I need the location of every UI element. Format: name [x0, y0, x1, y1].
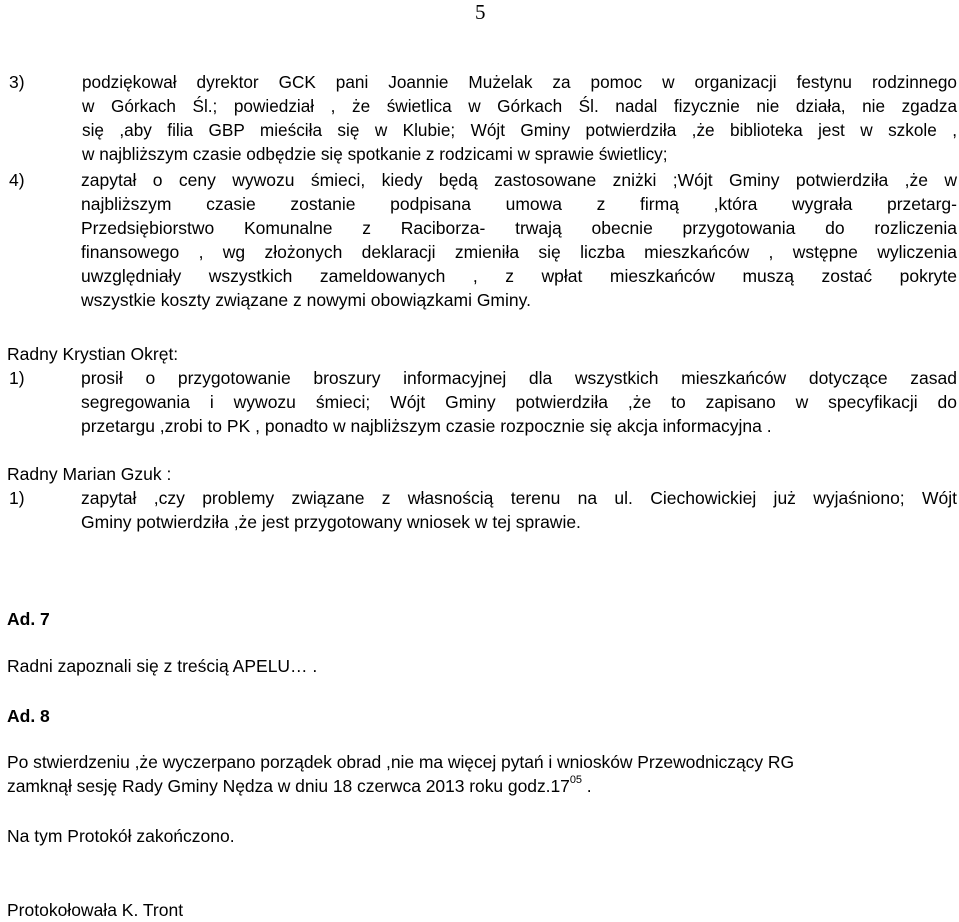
text-line: finansowego , wg złożonych deklaracji zmieniła się liczba mieszkańców , wstępne wyliczenia	[81, 242, 957, 262]
list-item	[7, 168, 957, 312]
list-item-number: 1)	[9, 488, 25, 508]
paragraph: Radni zapoznali się z treścią APELU… .	[7, 656, 318, 676]
text-line: prosił o przygotowanie broszury informacyjnej dla wszystkich mieszkańców dotyczące zasad	[81, 368, 957, 388]
text-line: najbliższym czasie zostanie podpisana umowa z firmą ,która wygrała przetarg-	[81, 194, 957, 214]
superscript: 05	[569, 774, 582, 786]
text-segment: zamknął sesję Rady Gminy Nędza w dniu 18 czerwca 2013 roku godz.17	[7, 776, 570, 796]
list-item-number: 1)	[9, 368, 25, 388]
page-number: 5	[475, 0, 486, 24]
paragraph	[7, 750, 957, 798]
text-line: Gminy potwierdziła ,że jest przygotowany wniosek w tej sprawie.	[81, 512, 581, 532]
text-line: uwzględniały wszystkich zameldowanych , z wpłat mieszkańców muszą zostać pokryte	[81, 266, 957, 286]
text-line: podziękował dyrektor GCK pani Joannie Mużelak za pomoc w organizacji festynu rodzinnego	[82, 72, 957, 92]
text-line: w najbliższym czasie odbędzie się spotkanie z rodzicami w sprawie świetlicy;	[82, 144, 668, 164]
list-item-number: 3)	[9, 72, 25, 92]
text-line	[7, 774, 957, 798]
list-item	[7, 486, 957, 534]
text-line: przetargu ,zrobi to PK , ponadto w najbliższym czasie rozpocznie się akcja informacyjna .	[81, 416, 772, 436]
text-segment: .	[581, 776, 592, 796]
section-heading: Ad. 8	[7, 706, 50, 726]
text-line: zapytał ,czy problemy związane z własnością terenu na ul. Ciechowickiej już wyjaśniono; Wójt	[81, 488, 957, 508]
text-line: Przedsiębiorstwo Komunalne z Raciborza- trwają obecnie przygotowania do rozliczenia	[81, 218, 957, 238]
speaker-name: Radny Krystian Okręt:	[7, 344, 179, 364]
list-item	[7, 70, 957, 166]
closing-text: Na tym Protokół zakończono.	[7, 826, 235, 846]
text-line: wszystkie koszty związane z nowymi obowiązkami Gminy.	[81, 290, 531, 310]
speaker-name: Radny Marian Gzuk :	[7, 464, 172, 484]
text-line: segregowania i wywozu śmieci; Wójt Gminy potwierdziła ,że to zapisano w specyfikacji do	[81, 392, 957, 412]
section-heading: Ad. 7	[7, 609, 50, 629]
signature: Protokołowała K. Tront	[7, 900, 184, 920]
text-line: zapytał o ceny wywozu śmieci, kiedy będą zastosowane zniżki ;Wójt Gminy potwierdziła ,że w	[81, 170, 957, 190]
text-line: się ,aby filia GBP mieściła się w Klubie; Wójt Gminy potwierdziła ,że biblioteka jest w szkole ,	[82, 120, 957, 140]
list-item-number: 4)	[9, 170, 25, 190]
text-line: Po stwierdzeniu ,że wyczerpano porządek obrad ,nie ma więcej pytań i wniosków Przewodniczący RG	[7, 752, 795, 772]
list-item	[7, 366, 957, 438]
text-line: w Górkach Śl.; powiedział , że świetlica w Górkach Śl. nadal fizycznie nie działa, nie zgadza	[82, 96, 957, 116]
